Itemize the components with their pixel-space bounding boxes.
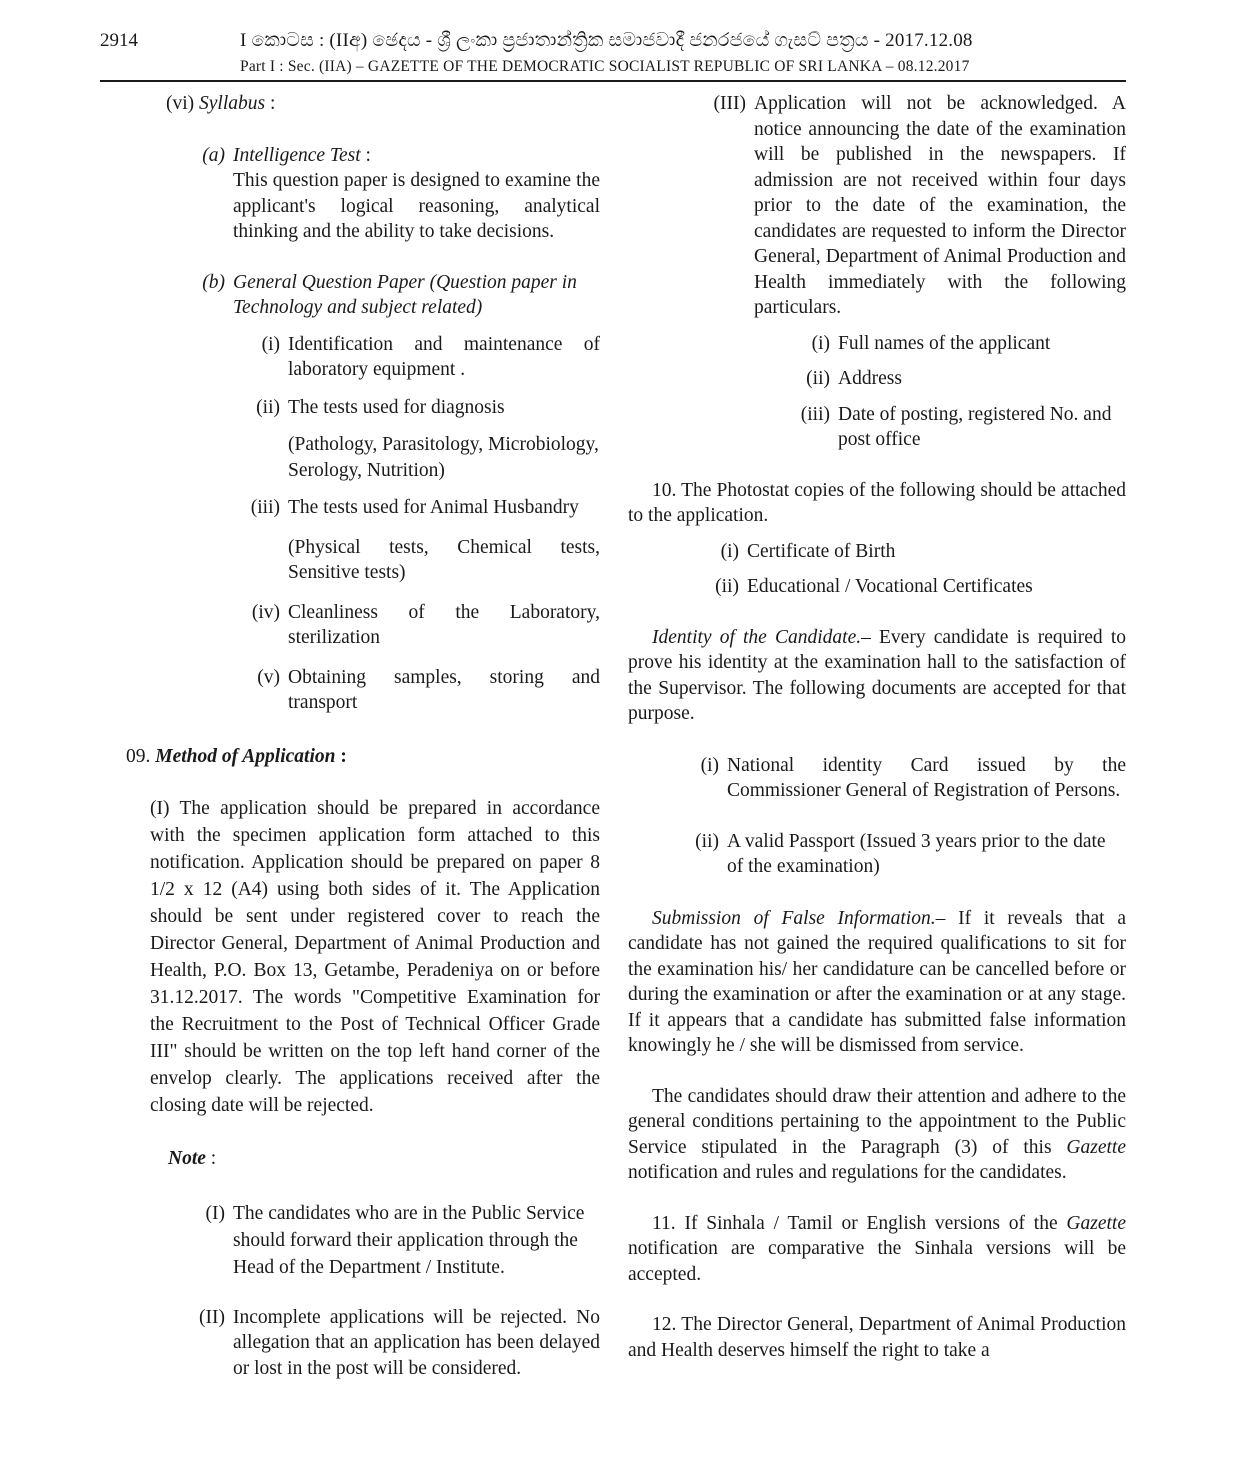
header-sinhala-title: I කොටස : (IIඅ) ඡෙදය - ශ්‍රී ලංකා ප්‍රජාතාන්ත්‍රික සමාජවාදී ජනරජයේ ගැසට් පත්‍රය - 2017.12.08 — [240, 30, 973, 51]
certificate-item: (i) Certificate of Birth — [720, 540, 896, 562]
note-heading: Note : — [168, 1148, 217, 1169]
syllabus-item: (i) Identification and maintenance of laboratory equipment . — [261, 333, 600, 380]
note-item: (III) Application will not be acknowledged. A notice announcing the date of the examination will be published in the newspapers. If admission are not received within four days prior to the date of the examination, the candidates are requested to inform the Director General, Department of Animal Production and Health immediately with the following particulars. — [713, 93, 1126, 318]
left-column — [126, 90, 600, 1381]
intelligence-label: (a) — [202, 144, 225, 166]
intelligence-title: Intelligence Test — [233, 144, 361, 166]
general-paper-section — [126, 270, 600, 321]
particular-item: (ii) Address — [806, 368, 902, 389]
note-item: (I) The candidates who are in the Public Service should forward their application through the Head of the Department / Institute. — [205, 1202, 585, 1278]
syllabus-item: (iv) Cleanliness of the Laboratory, sterilization — [251, 601, 600, 648]
paragraph-12: 12. The Director General, Department of Animal Production and Health deserves himself the right to take a — [628, 1314, 1126, 1361]
general-paper-title: General Question Paper (Question paper in Technology and subject related) — [233, 271, 577, 318]
document-item: (ii) A valid Passport (Issued 3 years prior to the date of the examination) — [695, 830, 1106, 877]
page-number: 2914 — [100, 30, 138, 51]
particular-item: (i) Full names of the applicant — [811, 332, 1051, 354]
header-rule — [100, 80, 1126, 82]
syllabus-heading: (vi) Syllabus : — [166, 93, 276, 114]
intelligence-body: This question paper is designed to examine the applicant's logical reasoning, analytical thinking and the ability to take decisions. — [233, 170, 600, 242]
paragraph-11: 11. If Sinhala / Tamil or English versions of the Gazette notification are comparative the Sinhala versions will be accepted. — [628, 1212, 1126, 1285]
note-item: (II) Incomplete applications will be rejected. No allegation that an application has been delayed or lost in the post will be considered. — [199, 1306, 600, 1379]
identity-paragraph: Identity of the Candidate.– Every candidate is required to prove his identity at the examination hall to the satisfaction of the Supervisor. The following documents are accepted for that purpose. — [628, 626, 1126, 724]
intelligence-test-section: (a) Intelligence Test : This question paper is designed to examine the applicant's logical reasoning, analytical thinking and the ability to take decisions. — [126, 143, 600, 245]
general-conditions-paragraph: The candidates should draw their attention and adhere to the general conditions pertaining to the appointment to the Public Service stipulated in the Paragraph (3) of this Gazette notification and rules and regulations for the candidates. — [628, 1085, 1126, 1183]
syllabus-item: (v) Obtaining samples, storing and transport — [257, 666, 600, 713]
document-item: (i) National identity Card issued by the Commissioner General of Registration of Persons. — [700, 754, 1126, 801]
header-english-title: Part I : Sec. (IIA) – GAZETTE OF THE DEMOCRATIC SOCIALIST REPUBLIC OF SRI LANKA – 08.12.2017 — [240, 58, 970, 75]
certificate-item: (ii) Educational / Vocational Certificates — [715, 576, 1033, 597]
right-column — [628, 90, 1126, 1363]
method-heading: 09. Method of Application : — [126, 745, 347, 767]
method-body: (I) The application should be prepared in accordance with the specimen application form attached to this notification. Application should be prepared on paper 8 1/2 x 12 (A4) using both sides of it. The Application should be sent under registered cover to reach the Director General, Department of Animal Production and Health, P.O. Box 13, Getambe, Peradeniya on or before 31.12.2017. The words "Competitive Examination for the Recruitment to the Post of Technical Officer Grade III" should be written on the top left hand corner of the envelop clearly. The applications received after the closing date will be rejected. — [150, 798, 600, 1116]
general-paper-label: (b) — [202, 271, 225, 293]
false-information-paragraph: Submission of False Information.– If it reveals that a candidate has not gained the required qualifications to sit for the examination his/ her candidature can be cancelled before or during the examination or after the examination or at any stage. If it appears that a candidate has submitted false information knowingly he / she will be dismissed from service. — [628, 907, 1126, 1056]
syllabus-item: (iii) The tests used for Animal Husbandry (Physical tests, Chemical tests, Sensitive tests) — [250, 497, 600, 583]
particular-item: (iii) Date of posting, registered No. and post office — [800, 403, 1112, 450]
syllabus-item: (ii) The tests used for diagnosis (Pathology, Parasitology, Microbiology, Serology, Nutrition) — [256, 396, 599, 481]
paragraph-10: 10. The Photostat copies of the following should be attached to the application. — [628, 479, 1126, 526]
